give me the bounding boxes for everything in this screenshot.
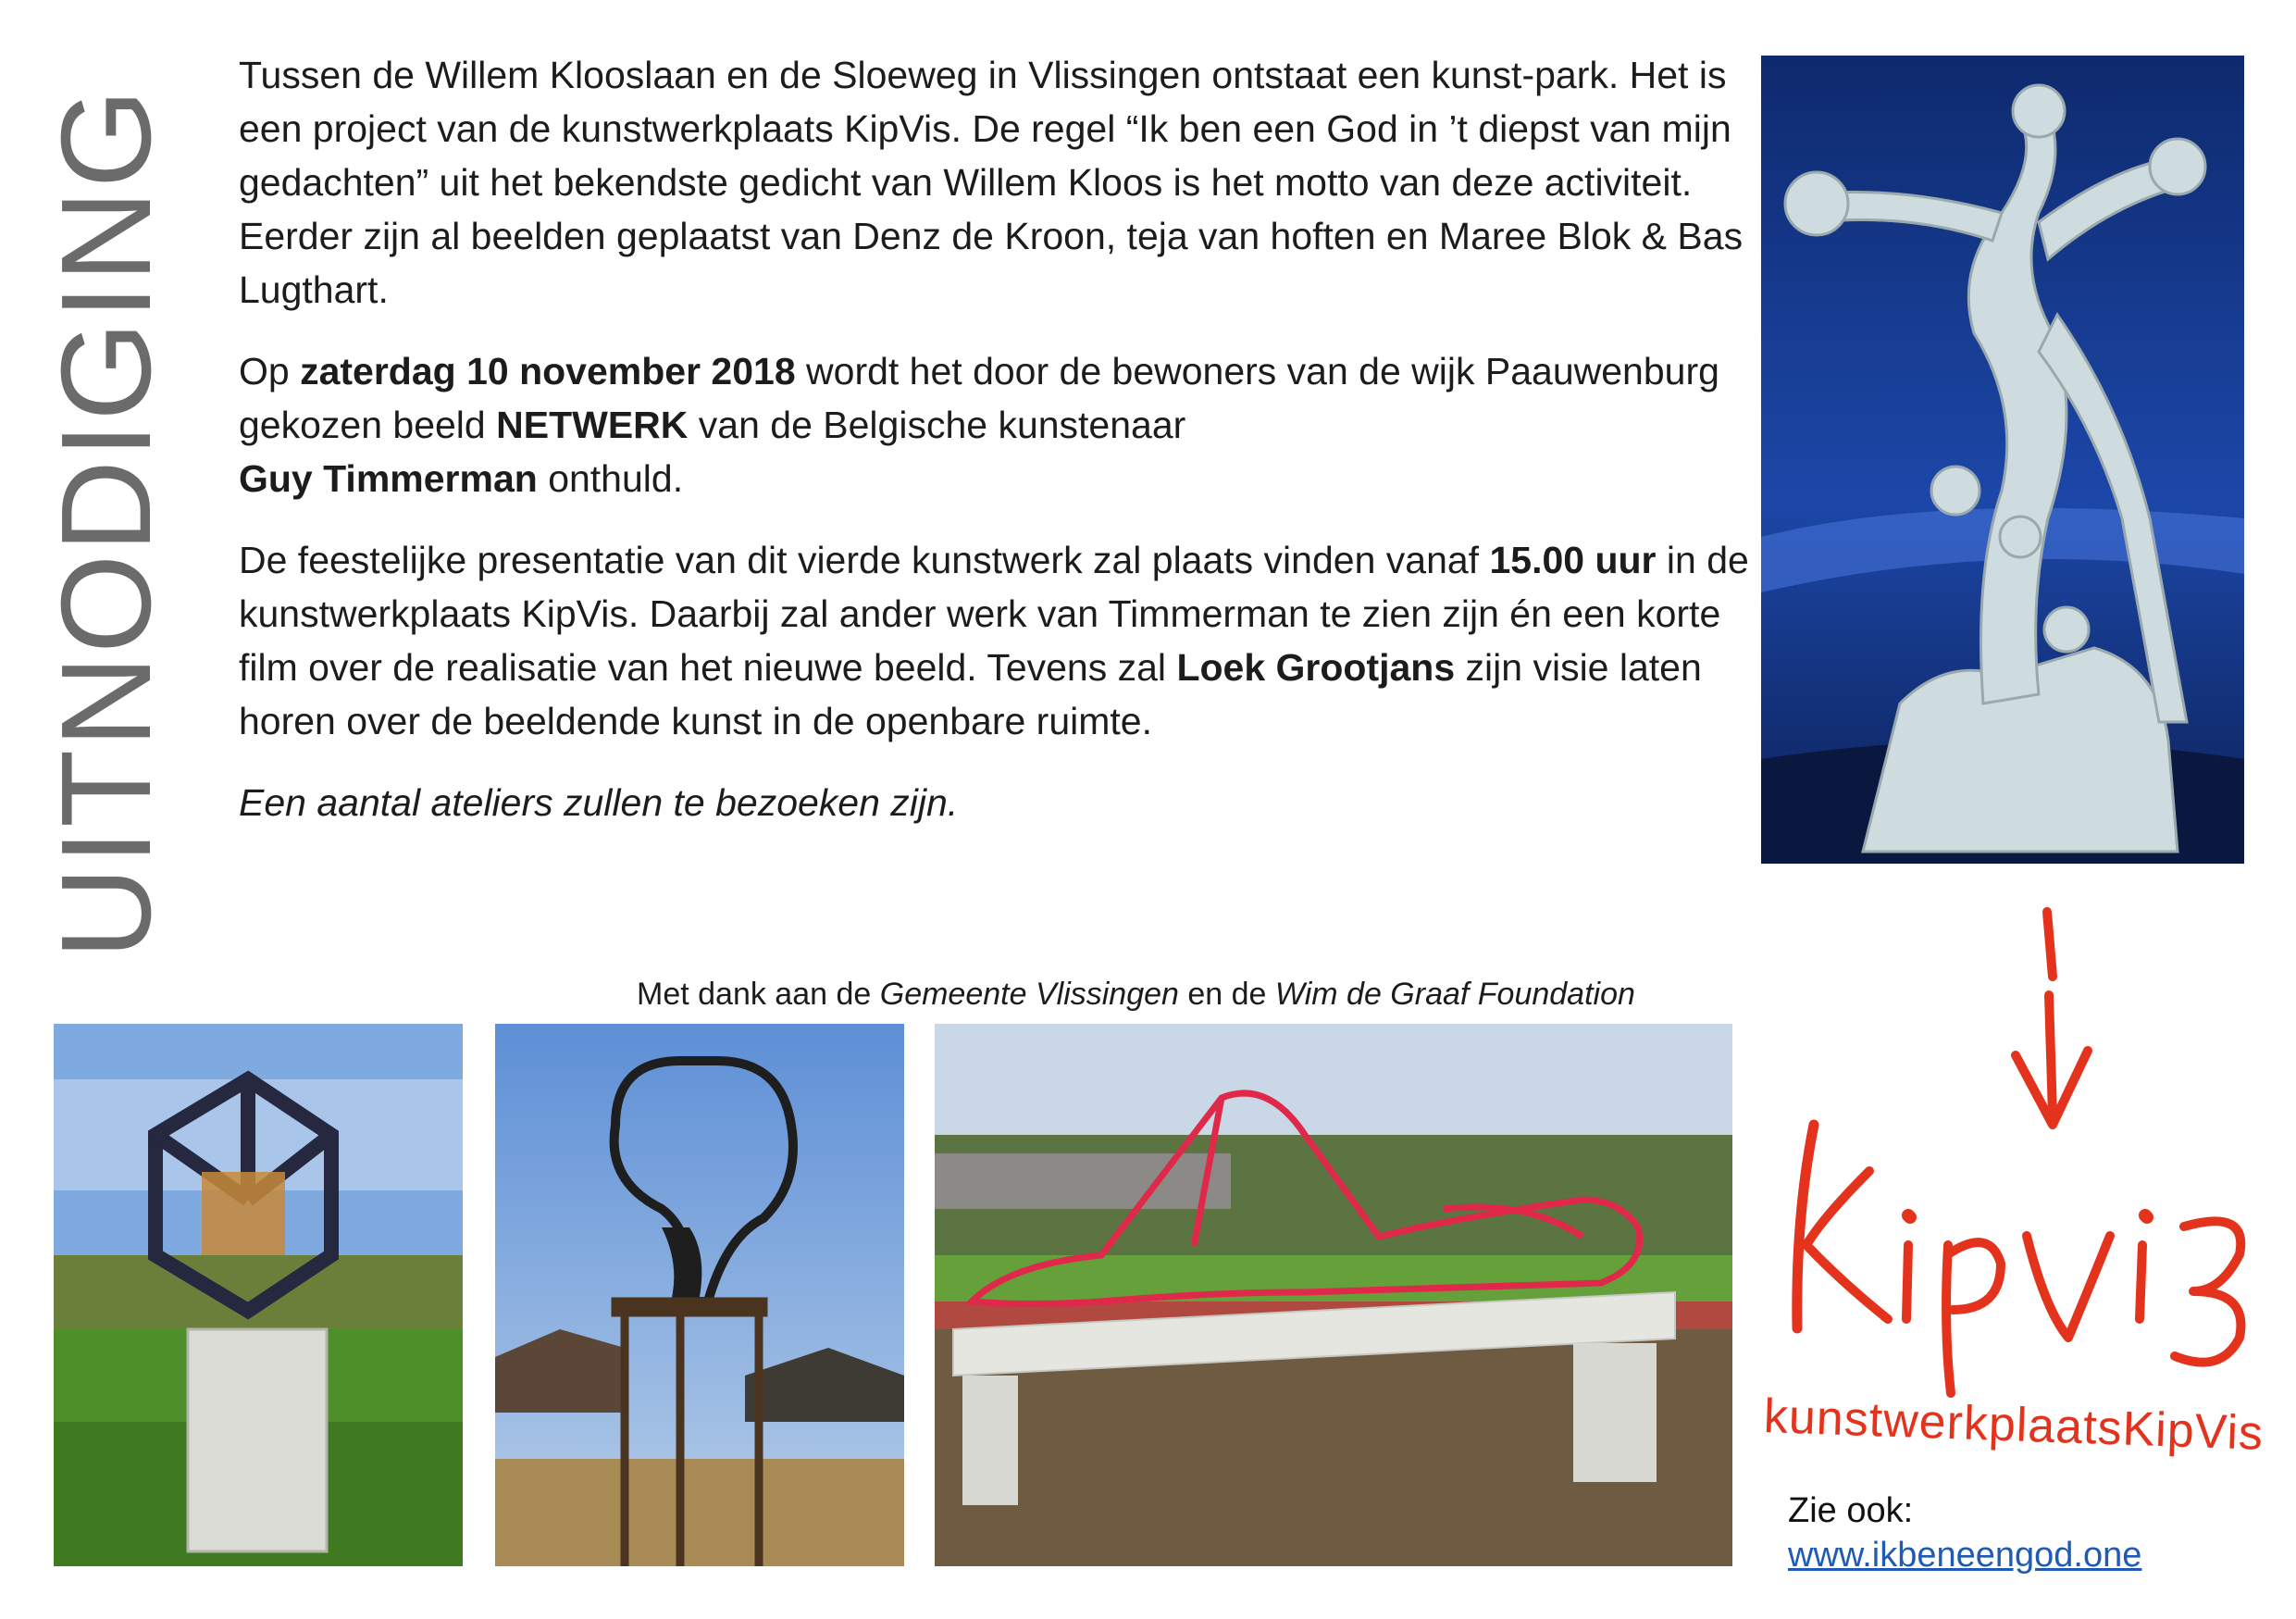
bench-sculpture-photo (935, 1024, 1732, 1566)
speaker-name: Loek Grootjans (1176, 646, 1456, 689)
text-fragment: zijn visie laten horen over de beeldende kunst in de openbare ruimte. (239, 646, 1702, 742)
event-date: zaterdag 10 november 2018 (300, 350, 796, 392)
see-also-label: Zie ook: (1788, 1491, 1914, 1530)
website-link[interactable]: www.ikbeneengod.one (1788, 1536, 2142, 1575)
text-fragment: en de (1178, 977, 1275, 1012)
sponsor-municipality: Gemeente Vlissingen (879, 977, 1179, 1012)
sponsor-foundation: Wim de Graaf Foundation (1274, 977, 1635, 1012)
page-title: UITNODIGING (35, 87, 178, 959)
text-fragment: Op (239, 350, 301, 392)
text-fragment: in de kunstwerkplaats KipVis. Daarbij zal ander werk van Timmerman te zien zijn én een korte film over de realisatie van het nieuwe beeld. Tevens zal (239, 539, 1749, 689)
see-also (1788, 1488, 2141, 1577)
invitation-text (239, 48, 1756, 829)
text-fragment: De feestelijke presentatie van dit vierde kunstwerk zal plaats vinden vanaf (239, 539, 1490, 581)
text-fragment: van de Belgische kunstenaar (688, 404, 1186, 446)
text-fragment: wordt het door de bewoners van de wijk Paauwenburg gekozen beeld (239, 350, 1719, 446)
title-block (28, 51, 185, 995)
event-time: 15.00 uur (1489, 539, 1657, 581)
acknowledgement (637, 974, 1747, 1015)
artwork-name: NETWERK (496, 404, 689, 446)
sculpture-netwerk-photo (1761, 56, 2244, 864)
cube-sculpture-photo (54, 1024, 463, 1566)
event-paragraph (239, 344, 1756, 505)
intro-paragraph: Tussen de Willem Klooslaan en de Sloeweg in Vlissingen ontstaat een kunst-park. Het is een project van de kunstwerkplaats KipVis. De regel “Ik ben een God in ’t diepst van mijn gedachten” uit het bekendste gedicht van Willem Kloos is het motto van deze activiteit. Eerder zijn al beelden geplaatst van Denz de Kroon, teja van hoften en Maree Blok & Bas Lugthart. (239, 54, 1744, 311)
artist-name: Guy Timmerman (239, 457, 538, 500)
logo-subtitle: kunstwerkplaatsKipVis (1762, 1389, 2265, 1461)
ateliers-note (239, 776, 1756, 829)
text-fragment: Met dank aan de (637, 977, 880, 1012)
ateliers-text: Een aantal ateliers zullen te bezoeken zijn. (239, 781, 959, 824)
text-fragment: onthuld. (537, 457, 684, 500)
head-sculpture-photo (495, 1024, 904, 1566)
presentation-paragraph (239, 533, 1756, 748)
